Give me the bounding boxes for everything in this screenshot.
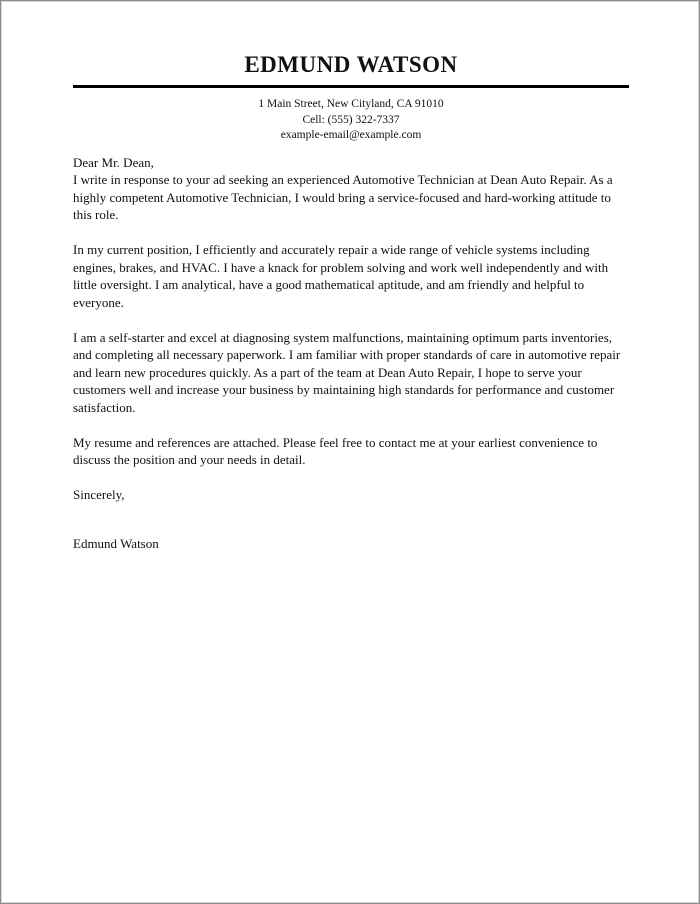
phone-line: Cell: (555) 322-7337 [302, 113, 400, 126]
letter-body [73, 154, 629, 553]
body-paragraph: My resume and references are attached. Please feel free to contact me at your earliest convenience to discuss the position and your needs in detail. [73, 434, 598, 467]
applicant-name: EDMUND WATSON [244, 52, 458, 77]
salutation: Dear Mr. Dean, [73, 154, 154, 170]
header-divider [73, 85, 629, 88]
contact-block [73, 97, 629, 144]
cover-letter-page [73, 53, 629, 570]
closing: Sincerely, [73, 487, 125, 502]
body-paragraph: I am a self-starter and excel at diagnosing system malfunctions, maintaining optimum parts inventories, and completing all necessary paperwork. I am familiar with proper standards of care in automotive repair and learn new procedures quickly. As a part of the team at Dean Auto Repair, I hope to serve your customers well and increase your business by maintaining high standards for performance and customer satisfaction. [73, 329, 621, 415]
address-line: 1 Main Street, New Cityland, CA 91010 [258, 98, 444, 110]
body-paragraph: In my current position, I efficiently and accurately repair a wide range of vehicle systems including engines, brakes, and HVAC. I have a knack for problem solving and work well independently and with little oversight. I am analytical, have a good mathematical aptitude, and am friendly and helpful to everyone. [73, 242, 609, 310]
signature-name: Edmund Watson [73, 535, 159, 551]
body-paragraph: I write in response to your ad seeking an experienced Automotive Technician at Dean Auto Repair. As a highly competent Automotive Technician, I would bring a service-focused and hard-working attitude to this role. [73, 172, 613, 222]
email-line: example-email@example.com [280, 129, 422, 141]
